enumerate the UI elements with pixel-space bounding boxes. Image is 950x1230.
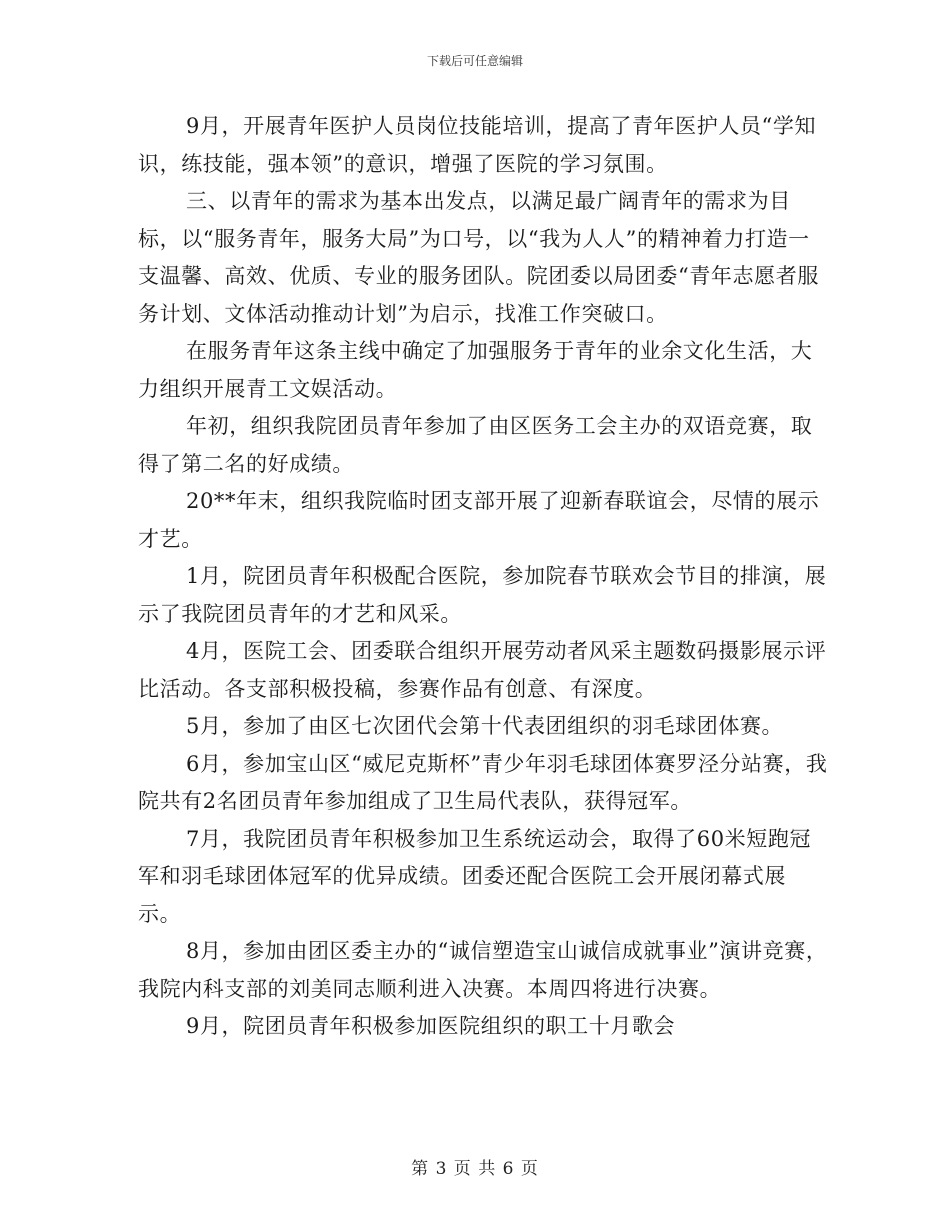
paragraph: 4月，医院工会、团委联合组织开展劳动者风采主题数码摄影展示评比活动。各支部积极投稿，参赛作品有创意、有深度。 (138, 639, 827, 701)
paragraph: 1月，院团员青年积极配合医院，参加院春节联欢会节目的排演，展示了我院团员青年的才艺和风采。 (138, 564, 827, 626)
paragraph: 9月，院团员青年积极参加医院组织的职工十月歌会 (186, 1014, 676, 1038)
paragraph: 9月，开展青年医护人员岗位技能培训，提高了青年医护人员“学知识，练技能，强本领”的意识，增强了医院的学习氛围。 (138, 114, 817, 176)
paragraph: 8月，参加由团区委主办的“诚信塑造宝山诚信成就事业”演讲竞赛，我院内科支部的刘美同志顺利进入决赛。本周四将进行决赛。 (138, 939, 828, 1001)
page-number-footer: 第 3 页 共 6 页 (411, 1159, 539, 1179)
paragraph: 在服务青年这条主线中确定了加强服务于青年的业余文化生活，大力组织开展青工文娱活动。 (138, 339, 813, 401)
paragraph: 年初，组织我院团员青年参加了由区医务工会主办的双语竞赛，取得了第二名的好成绩。 (138, 414, 813, 476)
paragraph: 5月，参加了由区七次团代会第十代表团组织的羽毛球团体赛。 (186, 714, 784, 738)
paragraph: 6月，参加宝山区“威尼克斯杯”青少年羽毛球团体赛罗泾分站赛，我院共有2名团员青年参加组成了卫生局代表队，获得冠军。 (138, 751, 828, 813)
document-body (138, 108, 828, 1046)
paragraph: 三、以青年的需求为基本出发点，以满足最广阔青年的需求为目标，以“服务青年，服务大局”为口号，以“我为人人”的精神着力打造一支温馨、高效、优质、专业的服务团队。院团委以局团委“青年志愿者服务计划、文体活动推动计划”为启示，找准工作突破口。 (138, 189, 819, 326)
page-header-note: 下载后可任意编辑 (426, 54, 523, 68)
paragraph: 7月，我院团员青年积极参加卫生系统运动会，取得了60米短跑冠军和羽毛球团体冠军的优异成绩。团委还配合医院工会开展闭幕式展示。 (138, 826, 812, 926)
paragraph: 20**年末，组织我院临时团支部开展了迎新春联谊会，尽情的展示才艺。 (138, 489, 820, 551)
